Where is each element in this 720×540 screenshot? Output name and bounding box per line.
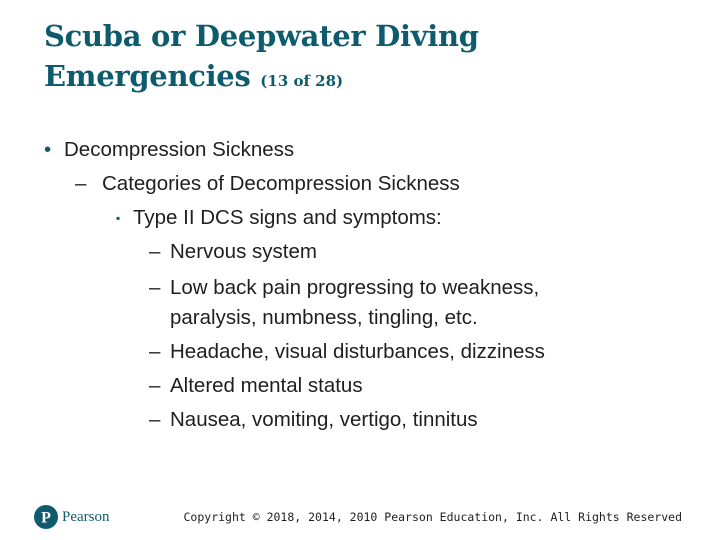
symptom-item: Headache, visual disturbances, dizziness — [170, 340, 545, 363]
bullet-level2: Categories of Decompression Sickness — [102, 172, 460, 195]
copyright-notice: Copyright © 2018, 2014, 2010 Pearson Education, Inc. All Rights Reserved — [183, 510, 682, 524]
symptom-item-continuation: paralysis, numbness, tingling, etc. — [170, 306, 478, 329]
bullet-marker-level3: ▪ — [116, 211, 121, 225]
symptom-item: Nausea, vomiting, vertigo, tinnitus — [170, 408, 478, 431]
bullet-level3: Type II DCS signs and symptoms: — [133, 206, 442, 229]
bullet-marker-level2: – — [75, 172, 87, 195]
title-line-1: Scuba or Deepwater Diving — [44, 19, 479, 53]
symptom-item: Low back pain progressing to weakness, — [170, 276, 540, 299]
bullet-marker-level4: – — [149, 240, 161, 263]
slide-counter: (13 of 28) — [260, 72, 344, 90]
bullet-marker-level4: – — [149, 340, 161, 363]
bullet-marker-level4: – — [149, 408, 161, 431]
bullet-marker-level1: • — [44, 138, 52, 161]
bullet-marker-level4: – — [149, 374, 161, 397]
title-line-2-text: Emergencies — [44, 59, 251, 93]
bullet-level1: Decompression Sickness — [64, 138, 295, 161]
symptom-item: Altered mental status — [170, 374, 363, 397]
pearson-logo — [34, 504, 110, 530]
symptom-item: Nervous system — [170, 240, 317, 263]
bullet-marker-level4: – — [149, 276, 161, 299]
pearson-logo-icon — [34, 505, 58, 529]
logo-wordmark: Pearson — [62, 509, 110, 525]
logo-letter: P — [41, 509, 51, 527]
